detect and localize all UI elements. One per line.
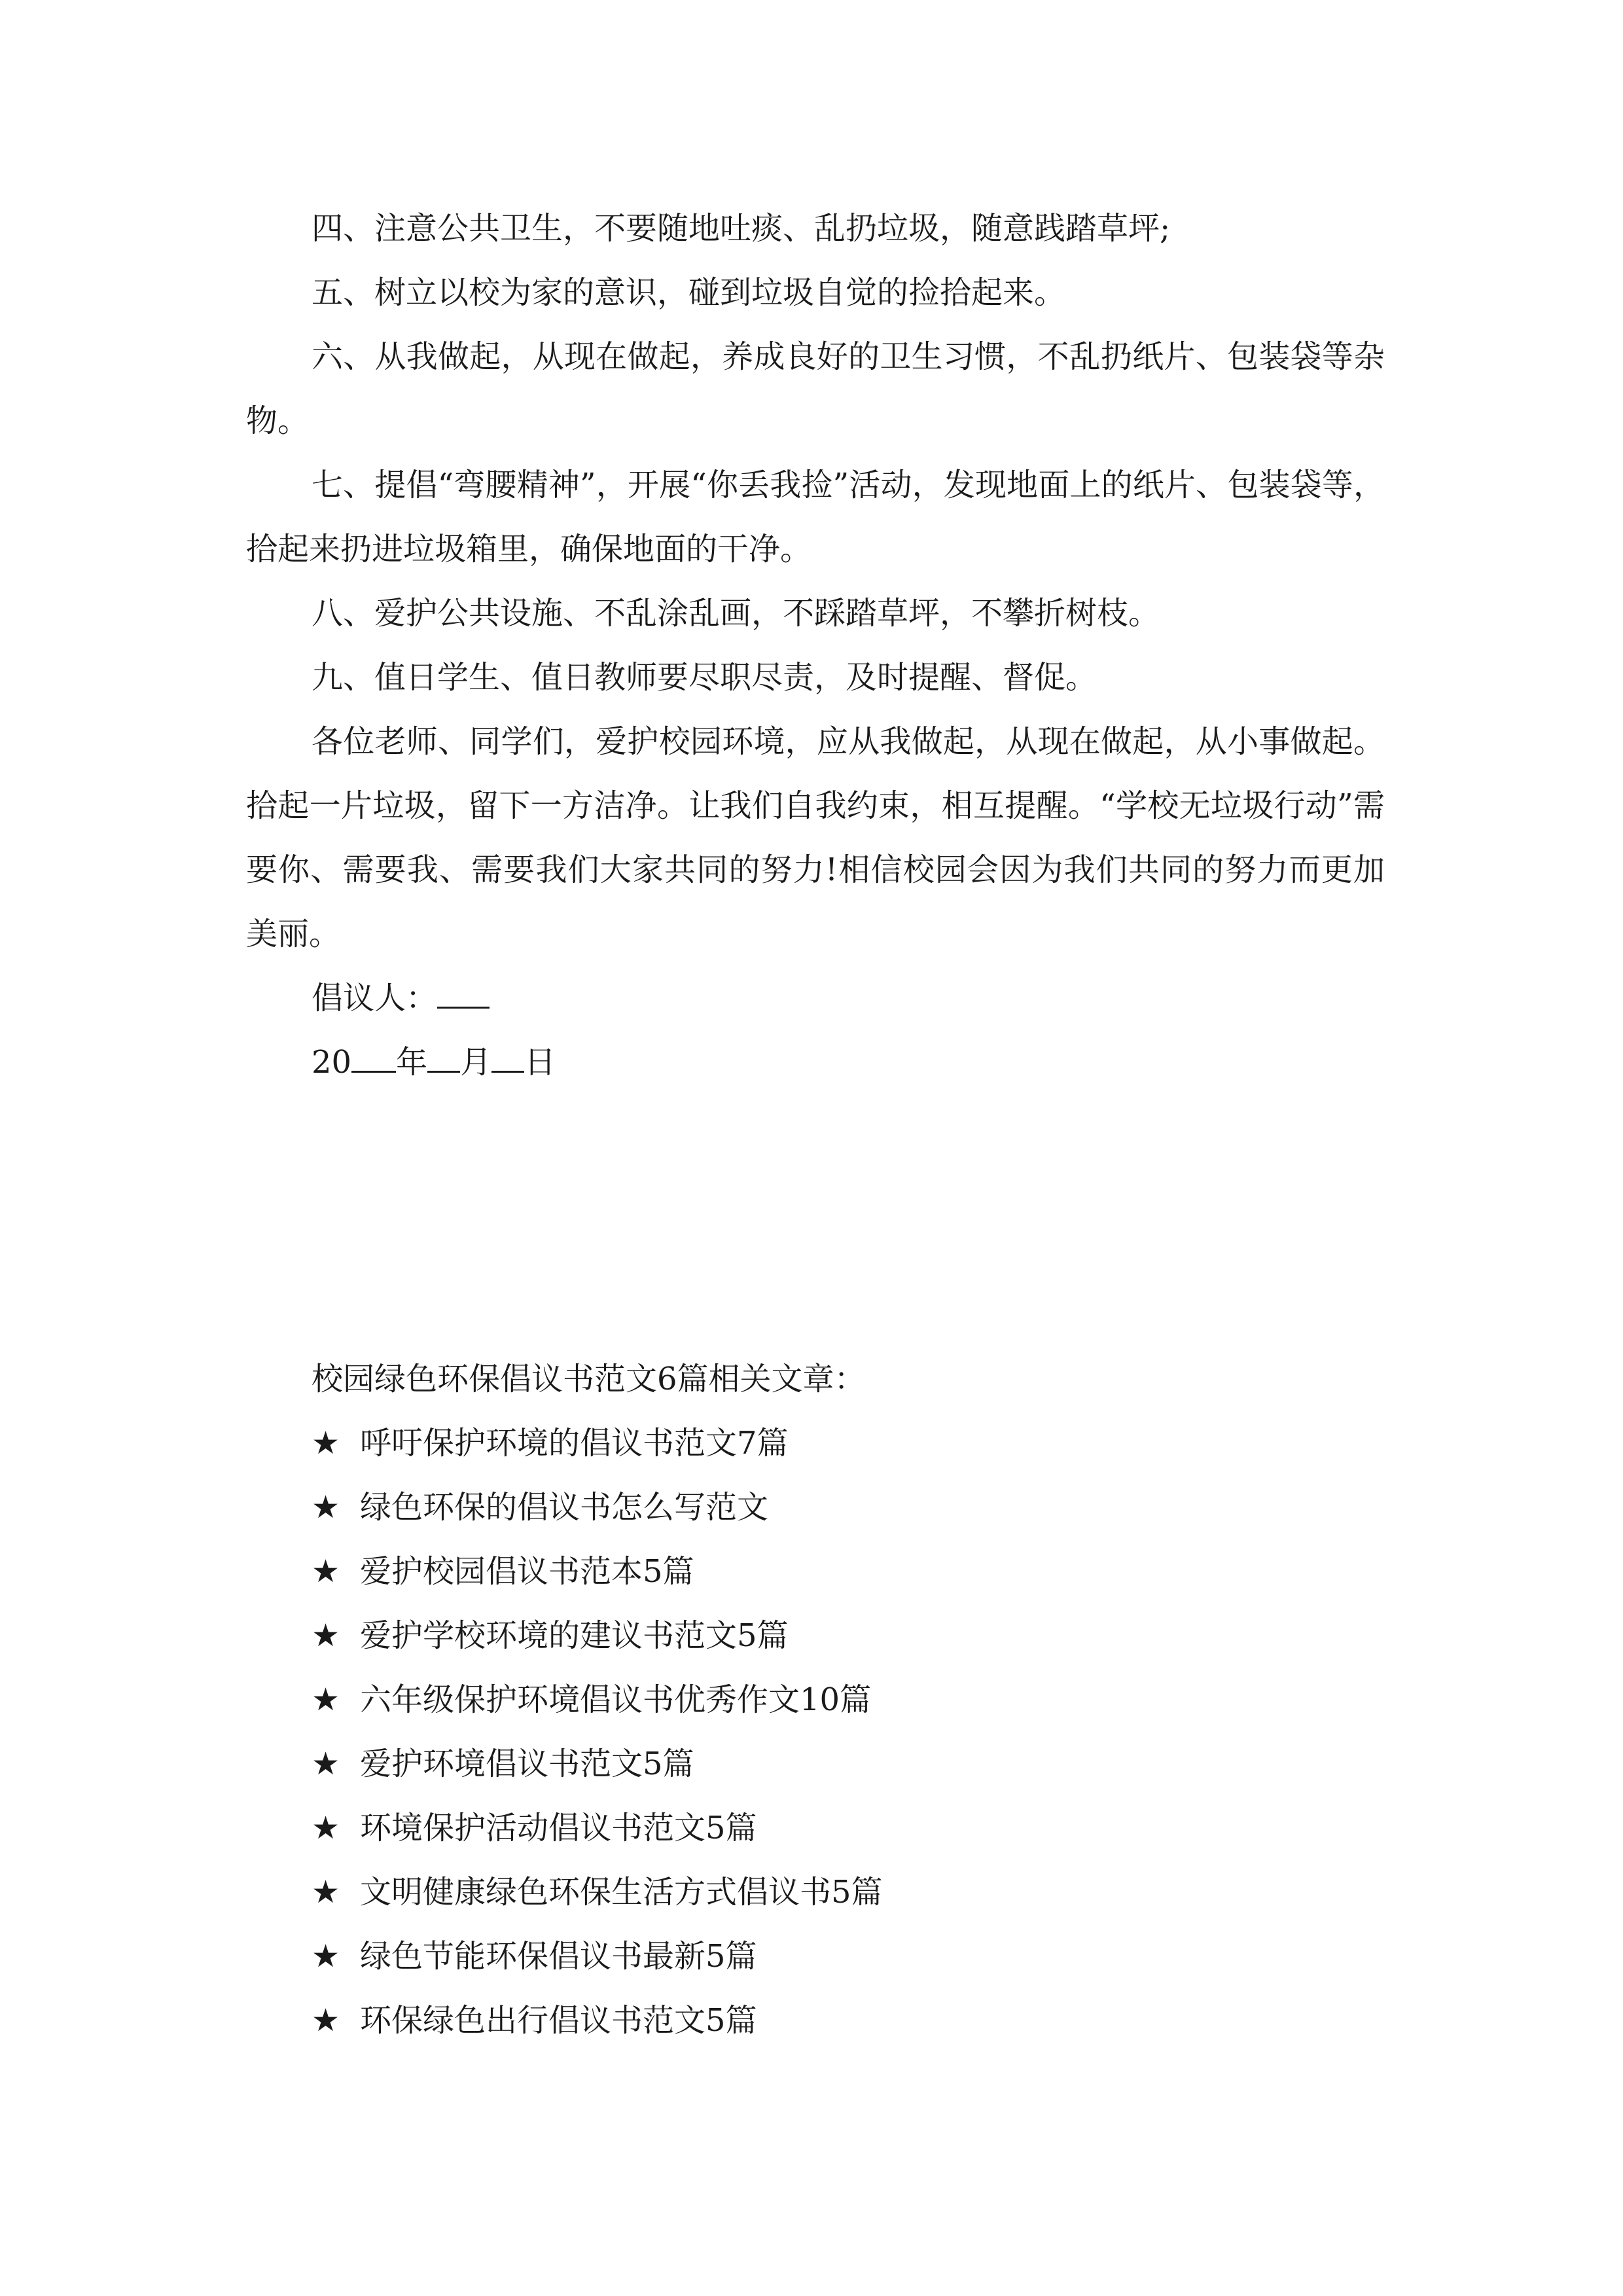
- related-item[interactable]: [312, 1732, 1359, 1796]
- star-icon: ★: [312, 1617, 340, 1654]
- signature-line: [246, 966, 1385, 1030]
- related-item[interactable]: [312, 1860, 1359, 1924]
- related-link[interactable]: 六年级保护环境倡议书优秀作文10篇: [360, 1681, 872, 1718]
- related-link[interactable]: 环保绿色出行倡议书范文5篇: [360, 2002, 757, 2039]
- paragraph-7: 七、提倡“弯腰精神”，开展“你丢我捡”活动，发现地面上的纸片、包装袋等，拾起来扔进垃圾箱里，确保地面的干净。: [246, 467, 1385, 567]
- related-item[interactable]: [312, 1668, 1359, 1732]
- proposal-body: [246, 196, 1385, 1094]
- related-link[interactable]: 绿色节能环保倡议书最新5篇: [360, 1938, 757, 1975]
- related-link[interactable]: 爱护环境倡议书范文5篇: [360, 1746, 694, 1782]
- star-icon: ★: [312, 1874, 340, 1910]
- star-icon: ★: [312, 1810, 340, 1846]
- signature-label: 倡议人：: [312, 980, 438, 1016]
- related-title: 校园绿色环保倡议书范文6篇相关文章：: [312, 1361, 866, 1397]
- star-icon: ★: [312, 1489, 340, 1526]
- related-item[interactable]: [312, 1796, 1359, 1860]
- related-item[interactable]: [312, 1539, 1359, 1604]
- signature-blank: [437, 978, 490, 1009]
- related-item[interactable]: [312, 1475, 1359, 1539]
- star-icon: ★: [312, 1681, 340, 1718]
- related-list: [312, 1411, 1359, 2053]
- month-label: 月: [460, 1044, 492, 1081]
- day-blank: [491, 1042, 524, 1073]
- related-articles: [312, 1347, 1359, 2053]
- related-link[interactable]: 环境保护活动倡议书范文5篇: [360, 1810, 757, 1846]
- related-link[interactable]: 爱护校园倡议书范本5篇: [360, 1553, 694, 1590]
- related-item[interactable]: [312, 1988, 1359, 2053]
- related-item[interactable]: [312, 1604, 1359, 1668]
- closing-paragraph: 各位老师、同学们，爱护校园环境，应从我做起，从现在做起，从小事做起。拾起一片垃圾，留下一方洁净。让我们自我约束，相互提醒。“学校无垃圾行动”需要你、需要我、需要我们大家共同的努力!相信校园会因为我们共同的努力而更加美丽。: [246, 723, 1385, 952]
- paragraph-9: 九、值日学生、值日教师要尽职尽责，及时提醒、督促。: [312, 659, 1097, 696]
- paragraph-6: 六、从我做起，从现在做起，养成良好的卫生习惯，不乱扔纸片、包装袋等杂物。: [246, 338, 1385, 439]
- date-line: [246, 1030, 1385, 1094]
- star-icon: ★: [312, 1746, 340, 1782]
- year-blank: [351, 1042, 396, 1073]
- star-icon: ★: [312, 1938, 340, 1975]
- related-item[interactable]: [312, 1411, 1359, 1475]
- star-icon: ★: [312, 1425, 340, 1462]
- year-label: 年: [396, 1044, 428, 1081]
- paragraph-8: 八、爱护公共设施、不乱涂乱画，不踩踏草坪，不攀折树枝。: [312, 595, 1160, 632]
- date-prefix: 20: [312, 1044, 352, 1081]
- paragraph-4: 四、注意公共卫生，不要随地吐痰、乱扔垃圾，随意践踏草坪;: [312, 210, 1171, 247]
- related-item[interactable]: [312, 1924, 1359, 1988]
- day-label: 日: [524, 1044, 556, 1081]
- star-icon: ★: [312, 1553, 340, 1590]
- related-link[interactable]: 爱护学校环境的建议书范文5篇: [360, 1617, 789, 1654]
- related-link[interactable]: 绿色环保的倡议书怎么写范文: [360, 1489, 769, 1526]
- related-link[interactable]: 文明健康绿色环保生活方式倡议书5篇: [360, 1874, 883, 1910]
- paragraph-5: 五、树立以校为家的意识，碰到垃圾自觉的捡拾起来。: [312, 274, 1066, 311]
- month-blank: [427, 1042, 460, 1073]
- related-link[interactable]: 呼吁保护环境的倡议书范文7篇: [360, 1425, 789, 1462]
- star-icon: ★: [312, 2002, 340, 2039]
